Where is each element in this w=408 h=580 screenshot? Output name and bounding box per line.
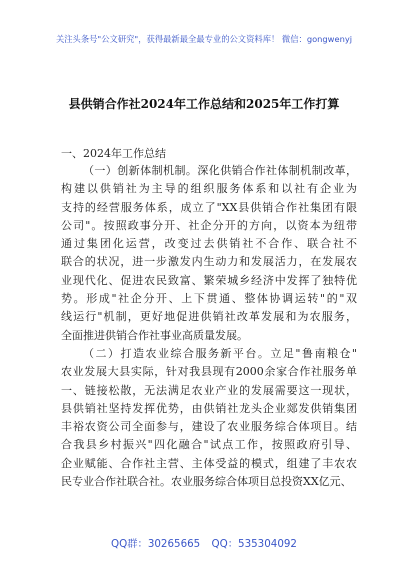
paragraph-line: 县供销社坚持发挥优势，由供销社龙头企业郯发供销集团 xyxy=(61,401,357,415)
paragraph-line: 合我县乡村振兴"四化融合"试点工作，按照政府引导、 xyxy=(61,438,357,452)
contact-footer xyxy=(0,535,408,550)
section-heading: 一、2024年工作总结 xyxy=(61,147,166,160)
paragraph-line: 业现代化、促进农民致富、繁荣城乡经济中发挥了独特优 xyxy=(61,273,357,287)
qq-contact-text: QQ：535304092 xyxy=(211,538,297,550)
qq-group-text: QQ群：30265665 xyxy=(111,538,201,550)
paragraph-line: 线运行"机制，更好地促进供销社改革发展和为农服务， xyxy=(61,310,357,324)
paragraph-line: 支持的经营服务体系，成立了"XX县供销合作社集团有限 xyxy=(61,200,357,214)
promo-banner: 关注头条号"公文研究"，获得最新最全最专业的公文资料库！ 微信：gongwenyj xyxy=(55,34,353,44)
paragraph-line: 通过集团化运营，改变过去供销社不合作、联合社不 xyxy=(61,237,357,251)
paragraph-line: 一、链接松散，无法满足农业产业的发展需要这一现状， xyxy=(61,383,357,397)
paragraph-line: （二）打造农业综合服务新平台。立足"鲁南粮仓" xyxy=(83,346,357,360)
paragraph-line: 公司"。按照政事分开、社企分开的方向，以资本为纽带 xyxy=(61,218,357,232)
document-title: 县供销合作社2024年工作总结和2025年工作打算 xyxy=(68,97,340,111)
paragraph-line: 农业发展大县实际，针对我县现有2000余家合作社服务单 xyxy=(61,365,357,379)
paragraph-line: 联合的状况，进一步激发内生动力和发展活力，在发展农 xyxy=(61,255,357,269)
document-body xyxy=(61,162,357,491)
paragraph-line: （一）创新体制机制。深化供销合作社体制机制改革， xyxy=(83,164,357,177)
paragraph-line: 企业赋能、合作社主营、主体受益的模式，组建了丰农农 xyxy=(61,456,357,470)
paragraph-line: 构建以供销社为主导的组织服务体系和以社有企业为 xyxy=(61,182,357,196)
paragraph-line: 民专业合作社联合社。农业服务综合体项目总投资XX亿元、 xyxy=(61,475,352,489)
paragraph-line: 势。形成"社企分开、上下贯通、整体协调运转"的"双 xyxy=(61,292,357,306)
paragraph-line: 全面推进供销合作社事业高质量发展。 xyxy=(61,328,248,342)
paragraph-line: 丰裕农资公司全面参与，建设了农业服务综合体项目。结 xyxy=(61,420,357,434)
